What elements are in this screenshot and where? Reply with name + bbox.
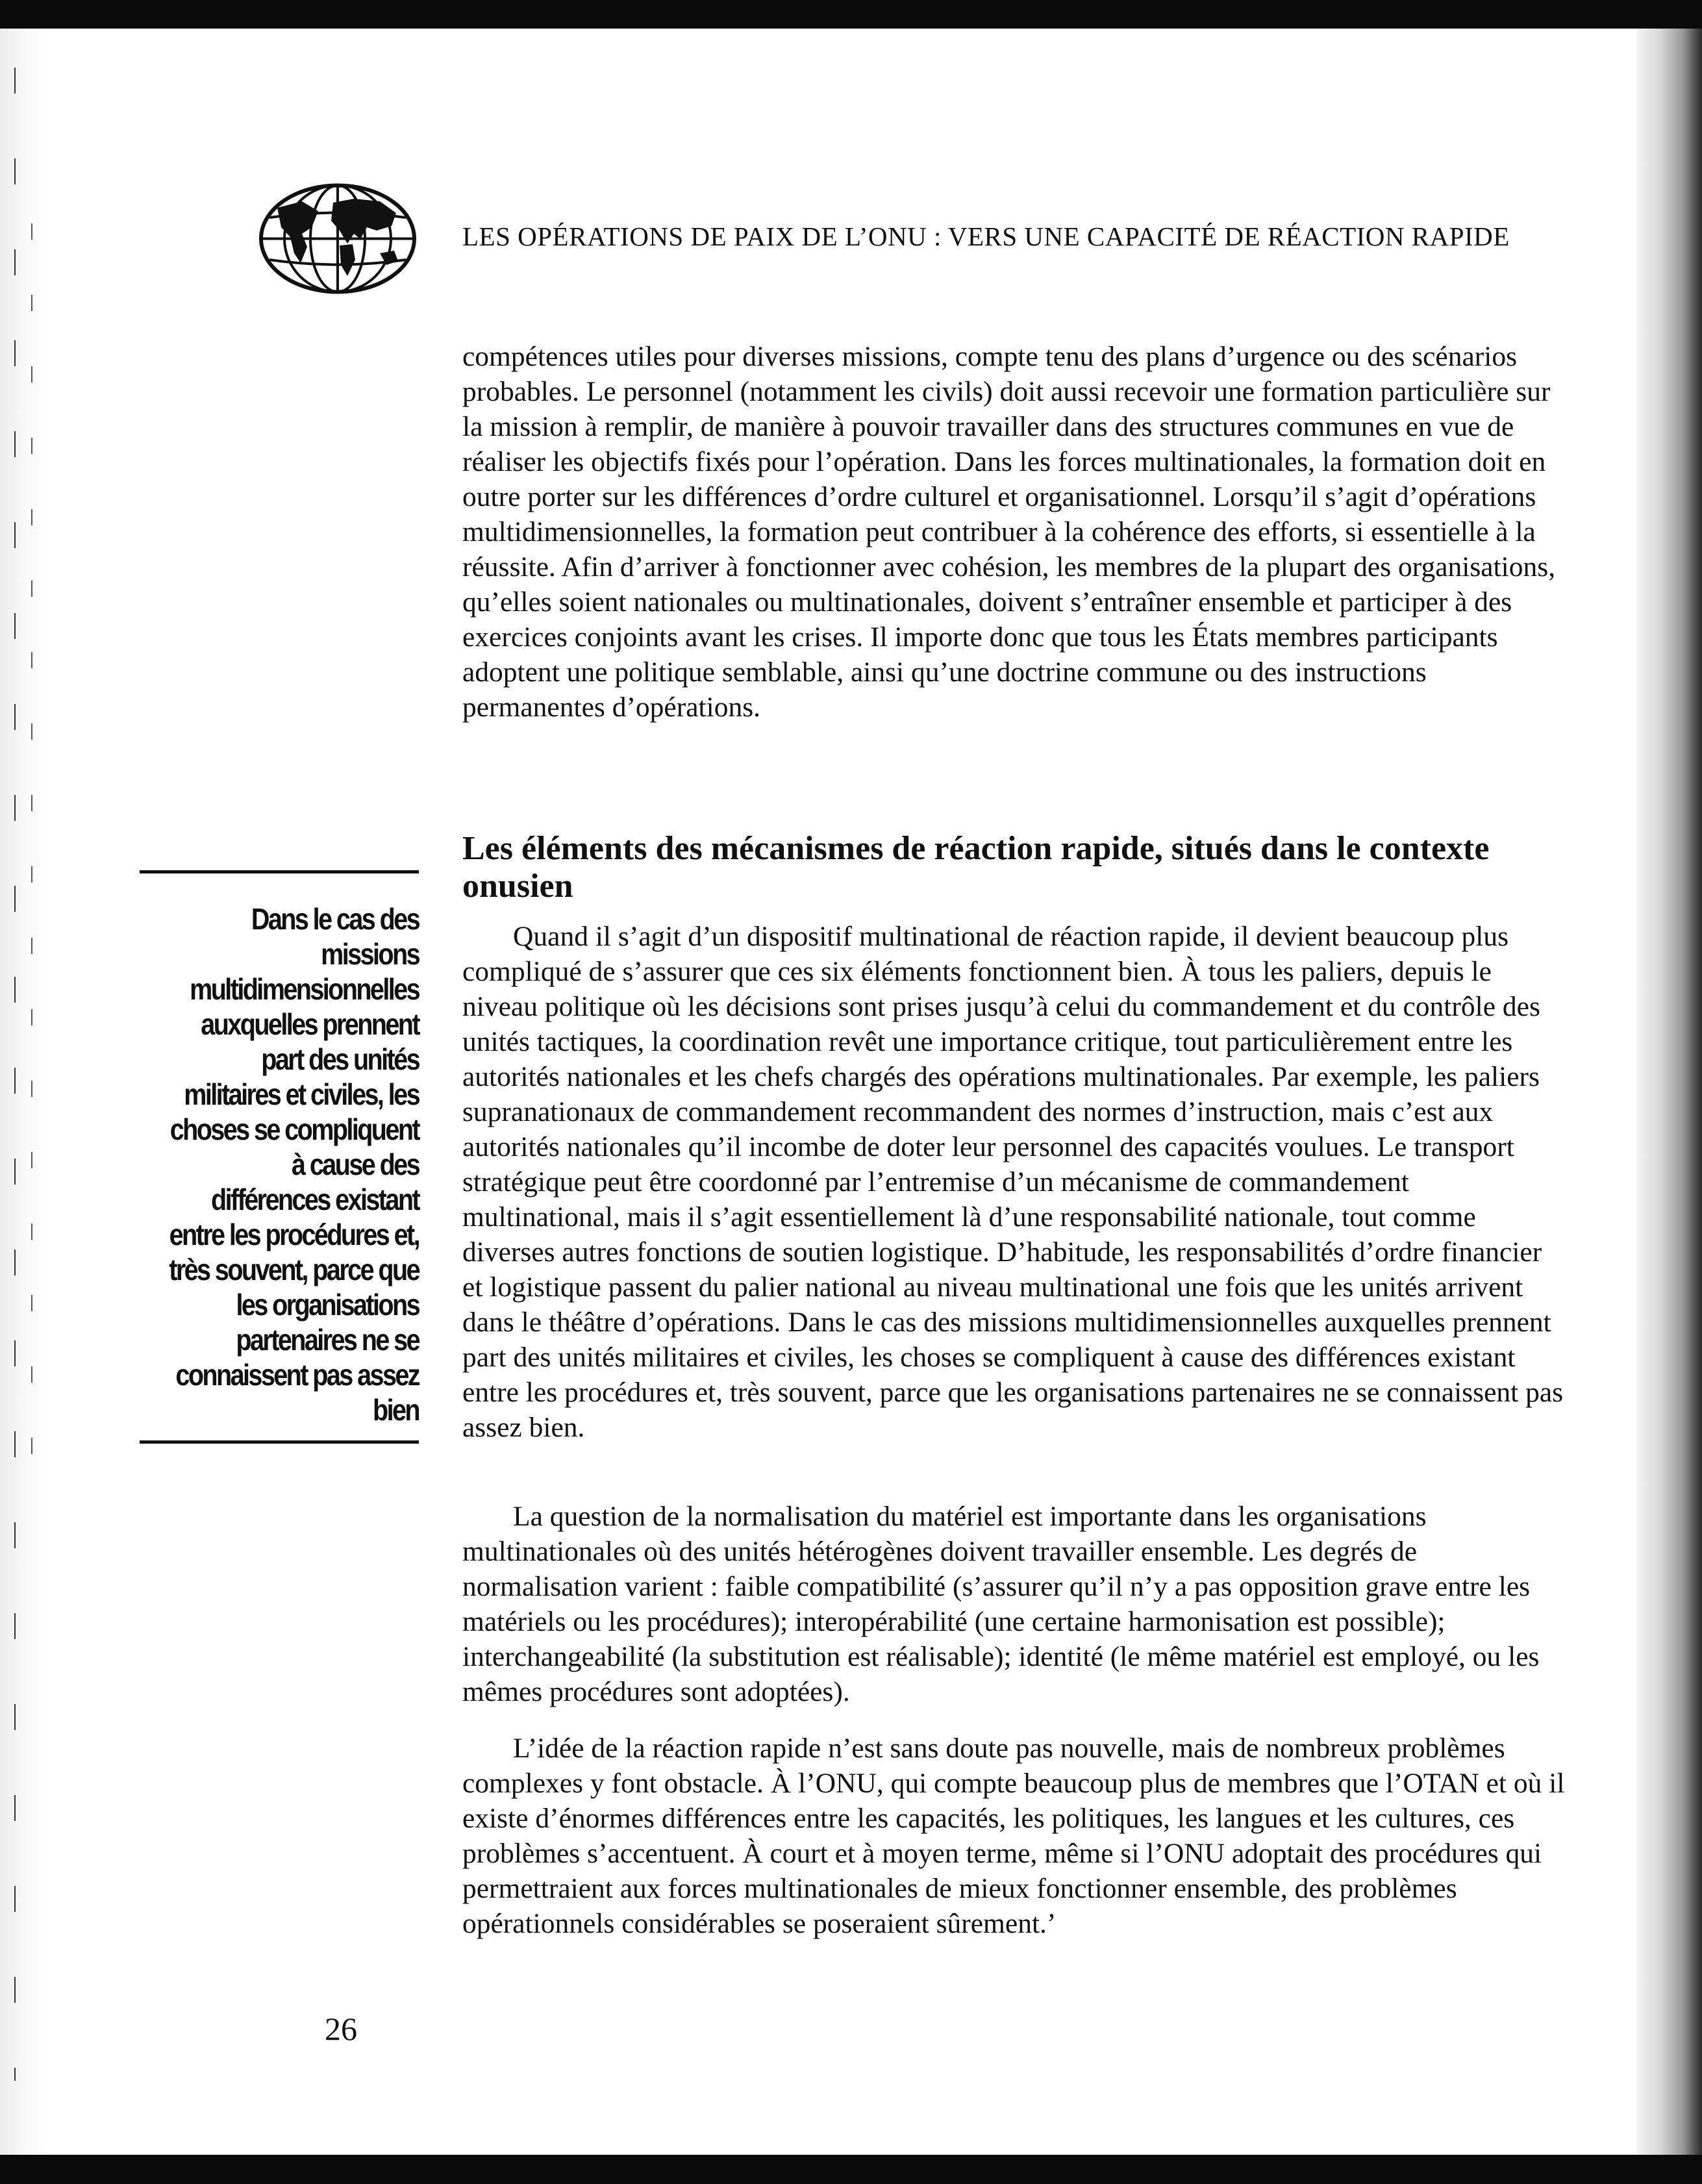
scan-border-left [0, 29, 45, 2155]
body-paragraph-3: La question de la normalisation du matériel est importante dans les organisations multinationales où des unités hétérogènes doivent travailler ensemble. Les degrés de normalisation varient : faible compatibilité (s’assurer qu’il n’y a pas opposition grave entre les matériels ou les procédures); interopérabilité (une certaine harmonisation est possible); interchangeabilité (la substitution est réalisable); identité (le même matériel est employé, ou les mêmes procédures sont adoptées). [462, 1501, 1540, 1707]
scan-border-bottom [0, 2155, 1702, 2184]
body-paragraph-4: L’idée de la réaction rapide n’est sans doute pas nouvelle, mais de nombreux problèmes complexes y font obstacle. À l’ONU, qui compte beaucoup plus de membres que l’OTAN et où il existe d’énormes différences entre les capacités, les politiques, les langues et les cultures, ces problèmes s’accentuent. À court et à moyen terme, même si l’ONU adoptait des procédures qui permettraient aux forces multinationales de mieux fonctionner ensemble, des problèmes opérationnels considérables se poseraient sûrement.’ [462, 1733, 1565, 1939]
page-number: 26 [325, 2011, 357, 2047]
scan-border-right [1636, 29, 1702, 2155]
pull-quote: Dans le cas des missions multidimensionnelles auxquelles prennent part des unités militaires et civiles, les choses se compliquent à cause des différences existant entre les procédures et, très souvent, parce que les organisations partenaires ne se connaissent pas assez bien [169, 902, 419, 1427]
scan-border-top [0, 0, 1702, 29]
pull-quote-rule-bottom [140, 1440, 419, 1444]
pull-quote-rule-top [140, 870, 419, 873]
section-heading: Les éléments des mécanismes de réaction rapide, situés dans le contexte onusien [462, 830, 1490, 905]
globe-icon [257, 182, 419, 295]
body-paragraph-2: Quand il s’agit d’un dispositif multinational de réaction rapide, il devient beaucoup plus compliqué de s’assurer que ces six éléments fonctionnent bien. À tous les paliers, depuis le niveau politique où les décisions sont prises jusqu’à celui du commandement et du contrôle des unités tactiques, la coordination revêt une importance critique, tout particulièrement entre les autorités nationales et les chefs chargés des opérations multinationales. Par exemple, les paliers supranationaux de commandement recommandent des normes d’instruction, mais c’est aux autorités nationales qu’il incombe de doter leur personnel des capacités voulues. Le transport stratégique peut être coordonné par l’entremise d’un mécanisme de commandement multinational, mais il s’agit essentiellement là d’une responsabilité nationale, tout comme diverses autres fonctions de soutien logistique. D’habitude, les responsabilités d’ordre financier et logistique passent du palier national au niveau multinational une fois que les unités arrivent dans le théâtre d’opérations. Dans le cas des missions multidimensionnelles auxquelles prennent part des unités militaires et civiles, les choses se compliquent à cause des différences existant entre les procédures et, très souvent, parce que les organisations partenaires ne se connaissent pas assez bien. [462, 921, 1564, 1443]
body-paragraph-1: compétences utiles pour diverses missions, compte tenu des plans d’urgence ou des scénarios probables. Le personnel (notamment les civils) doit aussi recevoir une formation particulière sur la mission à remplir, de manière à pouvoir travailler dans des structures communes en vue de réaliser les objectifs fixés pour l’opération. Dans les forces multinationales, la formation doit en outre porter sur les différences d’ordre culturel et organisationnel. Lorsqu’il s’agit d’opérations multidimensionnelles, la formation peut contribuer à la cohérence des efforts, si essentielle à la réussite. Afin d’arriver à fonctionner avec cohésion, les membres de la plupart des organisations, qu’elles soient nationales ou multinationales, doivent s’entraîner ensemble et participer à des exercices conjoints avant les crises. Il importe donc que tous les États membres participants adoptent une politique semblable, ainsi qu’une doctrine commune ou des instructions permanentes d’opérations. [462, 341, 1556, 723]
running-head: LES OPÉRATIONS DE PAIX DE L’ONU : VERS UNE CAPACITÉ DE RÉACTION RAPIDE [462, 221, 1510, 251]
